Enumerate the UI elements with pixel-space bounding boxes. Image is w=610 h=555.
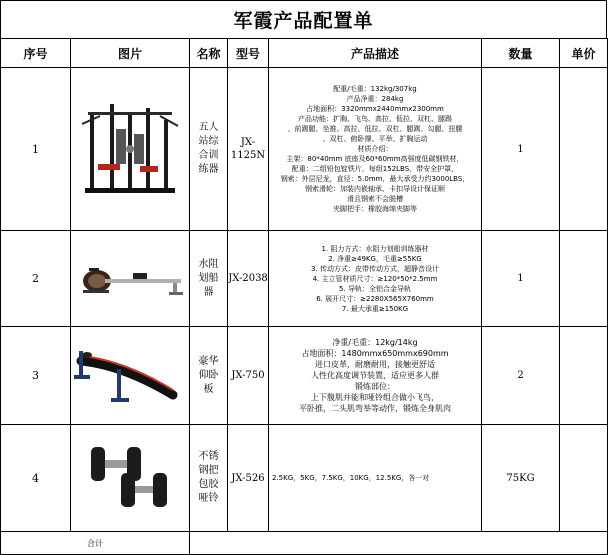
header-quantity: 数量 [482,39,560,68]
description-line: 7. 最大承重≥150KG [341,304,409,313]
total-value [190,532,608,555]
header-row [1,39,608,68]
header-model: 型号 [228,39,269,68]
description-line: 配重：二组铅包锭铁片，每组152LBS，带安全护罩， [291,165,459,173]
description-line: 锻炼部位： [355,382,395,391]
table-row [1,231,608,327]
sheet-title: 军霞产品配置单 [0,0,607,38]
product-unit-price [560,68,608,231]
description-line: 6. 展开尺寸：≥2280X565X760mm [316,294,434,303]
description-line: 人性化高度调节装置，适应更多人群 [311,371,439,380]
description-line: 主架：80*40mm 底座及60*60mm高强度低碳钢铁材， [286,155,464,163]
total-row [1,532,608,555]
sit-up-bench-icon [73,343,188,408]
rowing-machine-icon [75,259,185,299]
product-description [269,68,482,231]
description-line: 产品净重：284kg [346,95,404,103]
product-model: JX-2038 [228,231,269,327]
description-line: 钢索滑轮：加装内嵌轴承、卡扣导设计保证顺 [305,185,445,193]
product-description [269,425,482,532]
product-name: 五人站综合训练器 [190,68,228,231]
row-index: 1 [1,68,71,231]
description-line: 占地面积：1480mmx650mmx690mm [301,349,449,358]
product-description [269,231,482,327]
description-line: 净重/毛重：12kg/14kg [332,338,418,347]
header-unit-price: 单价 [560,39,608,68]
description-line: 2. 净重≥49KG，毛重≥55KG [328,254,422,263]
header-name: 名称 [190,39,228,68]
description-line: 进口皮革，耐磨耐用，接触更舒适 [315,360,435,369]
table-row [1,68,608,231]
description-line: 材质介绍： [357,145,393,153]
description-line: 5. 导轨：全铝合金导轨 [339,284,411,293]
dumbbell-icon [85,443,175,513]
description-line: 夹脚把手：橡胶海绵夹脚等 [333,205,417,213]
product-name: 不锈钢把包胶哑铃 [190,425,228,532]
description-line: 4. 主立管材质尺寸：≥120*50*2.5mm [312,274,438,283]
product-quantity: 1 [482,231,560,327]
product-unit-price [560,425,608,532]
product-table [0,38,608,555]
product-model: JX-1125N [228,68,269,231]
row-index: 2 [1,231,71,327]
total-label: 合计 [1,532,190,555]
product-unit-price [560,231,608,327]
product-quantity: 2 [482,327,560,425]
row-index: 4 [1,425,71,532]
multi-station-gym-icon [80,94,180,204]
table-row [1,327,608,425]
description-line: 1. 阻力方式：水阻力划船训练器材 [321,244,429,253]
product-image-cell [71,425,190,532]
product-quantity: 75KG [482,425,560,532]
description-line: 3. 传动方式：皮带传动方式，超静音设计 [311,264,439,273]
description-line: 、前踢腿、坐推、高拉、低拉、双杠、腿踢、勾腿、扭腰 [287,125,463,133]
header-index: 序号 [1,39,71,68]
product-model: JX-750 [228,327,269,425]
product-model: JX-526 [228,425,269,532]
row-index: 3 [1,327,71,425]
product-name: 豪华仰卧板 [190,327,228,425]
description-line: 、双杠、俯卧撑、平举、扩胸运动 [322,135,428,143]
header-description: 产品描述 [269,39,482,68]
product-unit-price [560,327,608,425]
description-line: 钢索：外层尼龙，直径：5.0mm，最大承受力约3000LBS， [280,175,470,183]
description-line: 平卧推，二头肌弯举等动作，锻炼全身肌肉 [299,404,451,413]
description-line: 滑且钢索不会脱槽 [347,195,403,203]
product-image-cell [71,68,190,231]
description-line: 占地面积：3320mmx2440mmx2300mm [306,105,444,113]
table-row [1,425,608,532]
product-image-cell [71,327,190,425]
description-line: 配重/毛重：132kg/307kg [333,85,417,93]
description-line: 2.5KG，5KG，7.5KG，10KG，12.5KG，各一对 [272,474,430,482]
description-line: 上下腹肌并能和哑铃组合做小飞鸟， [311,393,439,402]
header-image: 图片 [71,39,190,68]
product-description [269,327,482,425]
description-line: 产品功能：扩胸、飞鸟、高拉、低拉、双杠、腿踢 [298,115,452,123]
product-image-cell [71,231,190,327]
product-quantity: 1 [482,68,560,231]
product-name: 水阻划船器 [190,231,228,327]
